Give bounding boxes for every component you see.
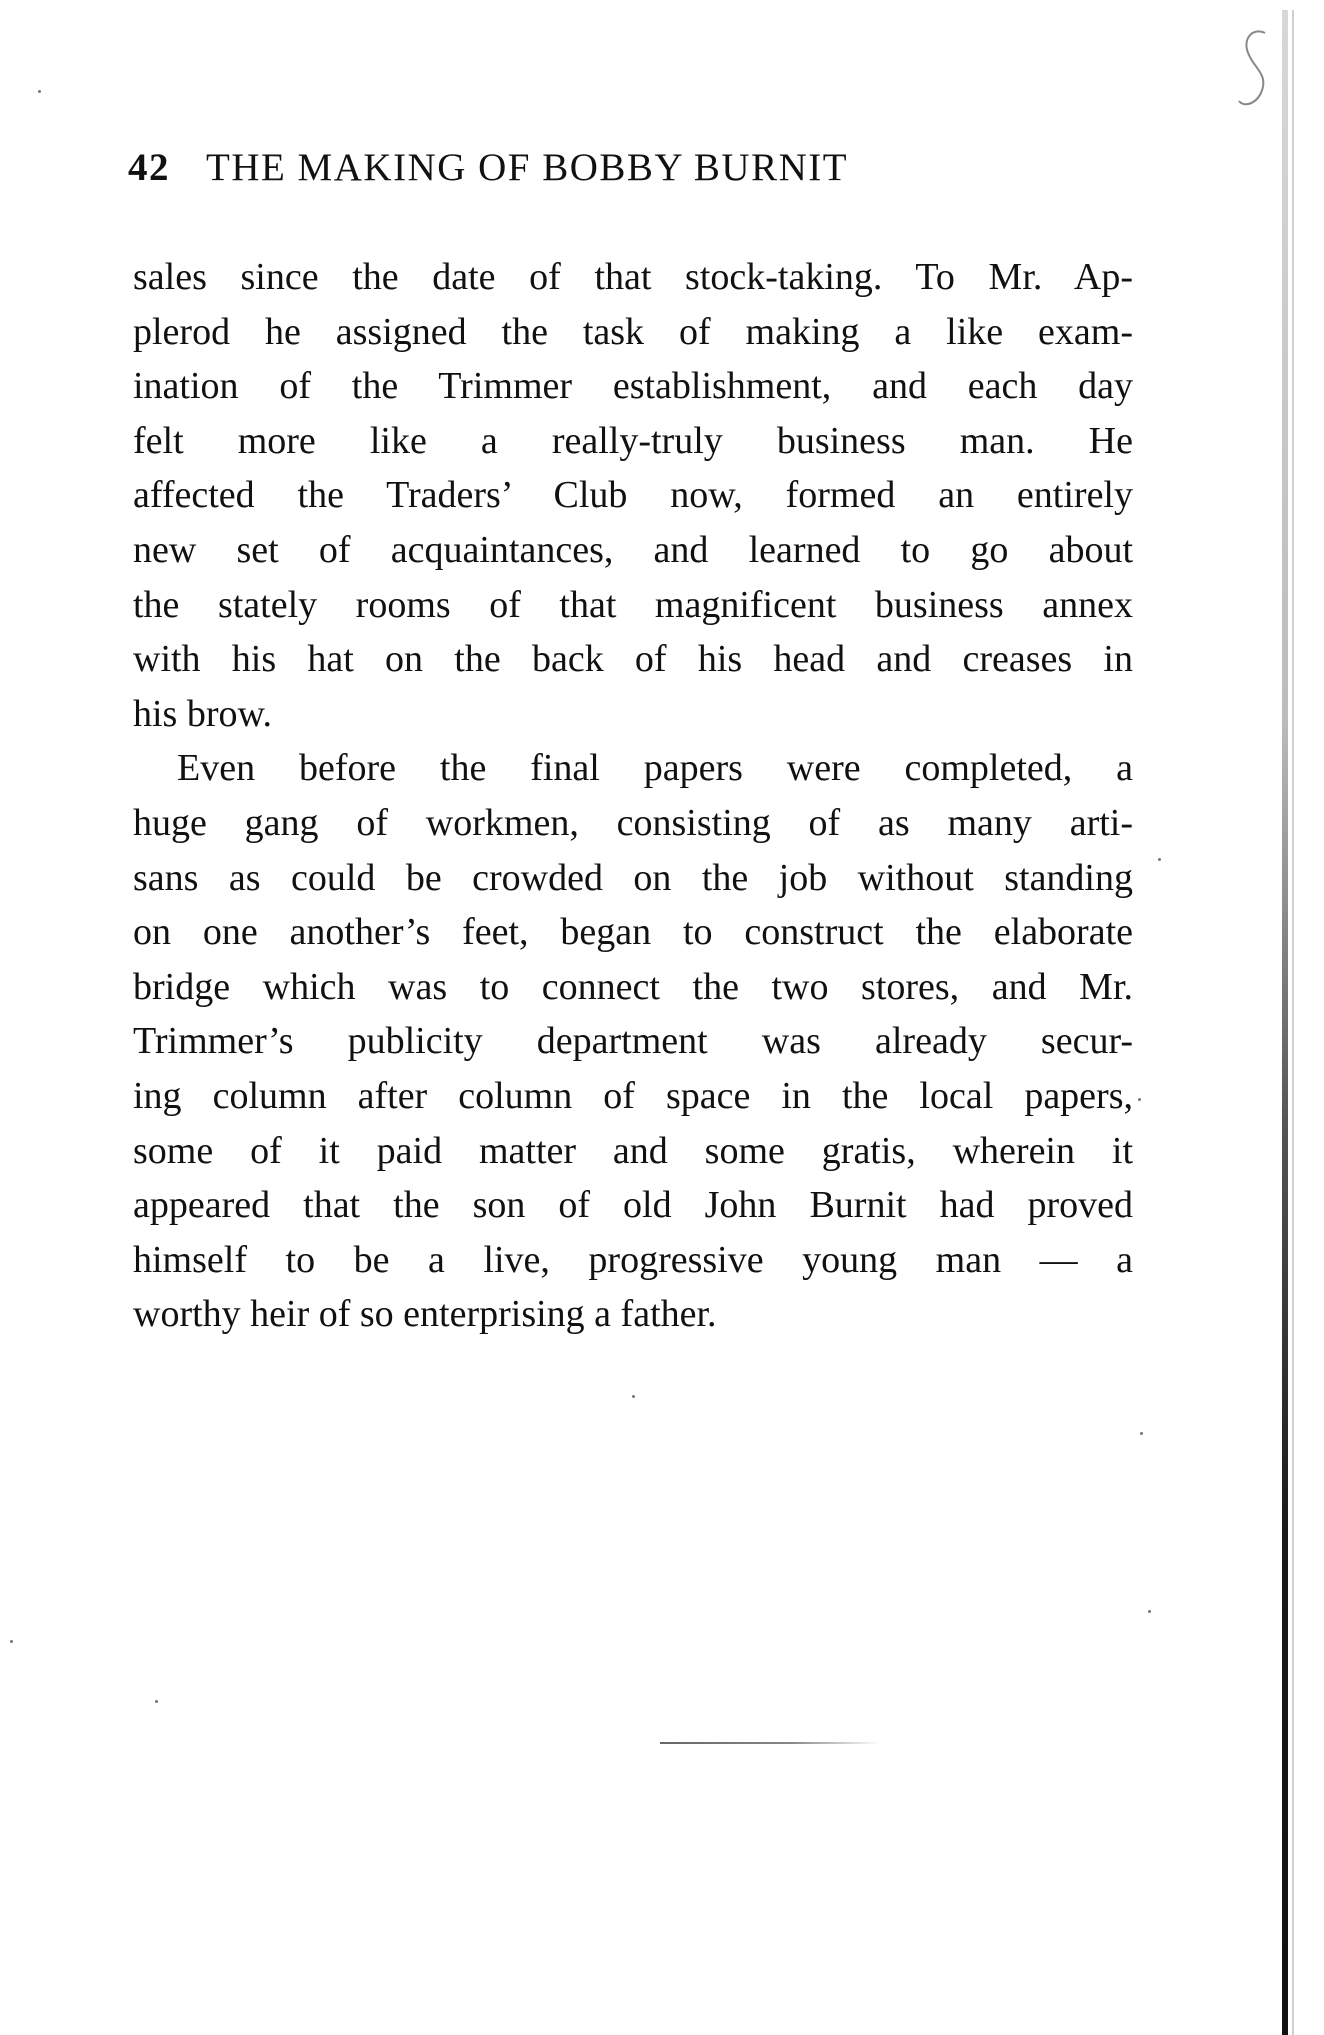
text-line: appeared that the son of old John Burnit had proved <box>133 1184 1133 1227</box>
text-line: plerod he assigned the task of making a like exam- <box>133 310 1133 353</box>
text-line: Trimmer’s publicity department was already secur- <box>133 1020 1133 1063</box>
speck <box>1158 858 1161 861</box>
text-line: sans as could be crowded on the job without standing <box>133 856 1133 899</box>
page-number: 42 <box>128 146 170 189</box>
speck <box>10 1640 13 1643</box>
text-line: the stately rooms of that magnificent business annex <box>133 583 1133 626</box>
speck <box>1140 1432 1143 1435</box>
text-line: his brow. <box>133 692 272 735</box>
text-line: ing column after column of space in the local papers, <box>133 1074 1133 1117</box>
text-line: some of it paid matter and some gratis, wherein it <box>133 1129 1133 1172</box>
paragraph <box>133 741 1133 1342</box>
text-line: felt more like a really-truly business man. He <box>133 419 1133 462</box>
running-head <box>128 148 848 187</box>
text-line: himself to be a live, progressive young man — a <box>133 1238 1133 1281</box>
speck <box>38 90 41 93</box>
text-line: huge gang of workmen, consisting of as many arti- <box>133 801 1133 844</box>
text-line: affected the Traders’ Club now, formed an entirely <box>133 474 1133 517</box>
text-line: with his hat on the back of his head and creases in <box>133 638 1133 681</box>
body-text <box>133 250 1133 1342</box>
text-line: sales since the date of that stock-taking. To Mr. Ap- <box>133 256 1133 298</box>
pencil-mark <box>1235 25 1275 125</box>
speck <box>632 1395 635 1398</box>
text-line: worthy heir of so enterprising a father. <box>133 1293 717 1336</box>
speck <box>1138 1098 1141 1101</box>
text-line: on one another’s feet, began to construct the elaborate <box>133 911 1133 954</box>
text-line: ination of the Trimmer establishment, and each day <box>133 365 1133 408</box>
paragraph <box>133 250 1133 741</box>
text-line: Even before the final papers were completed, a <box>177 747 1133 790</box>
speck <box>1148 1610 1151 1613</box>
binding-shadow-thin <box>1292 10 1294 2035</box>
speck <box>155 1700 158 1703</box>
binding-shadow <box>1282 10 1288 2035</box>
text-line: bridge which was to connect the two stores, and Mr. <box>133 965 1133 1008</box>
faint-rule <box>660 1742 880 1744</box>
running-title: THE MAKING OF BOBBY BURNIT <box>206 146 849 189</box>
text-line: new set of acquaintances, and learned to go about <box>133 528 1133 571</box>
